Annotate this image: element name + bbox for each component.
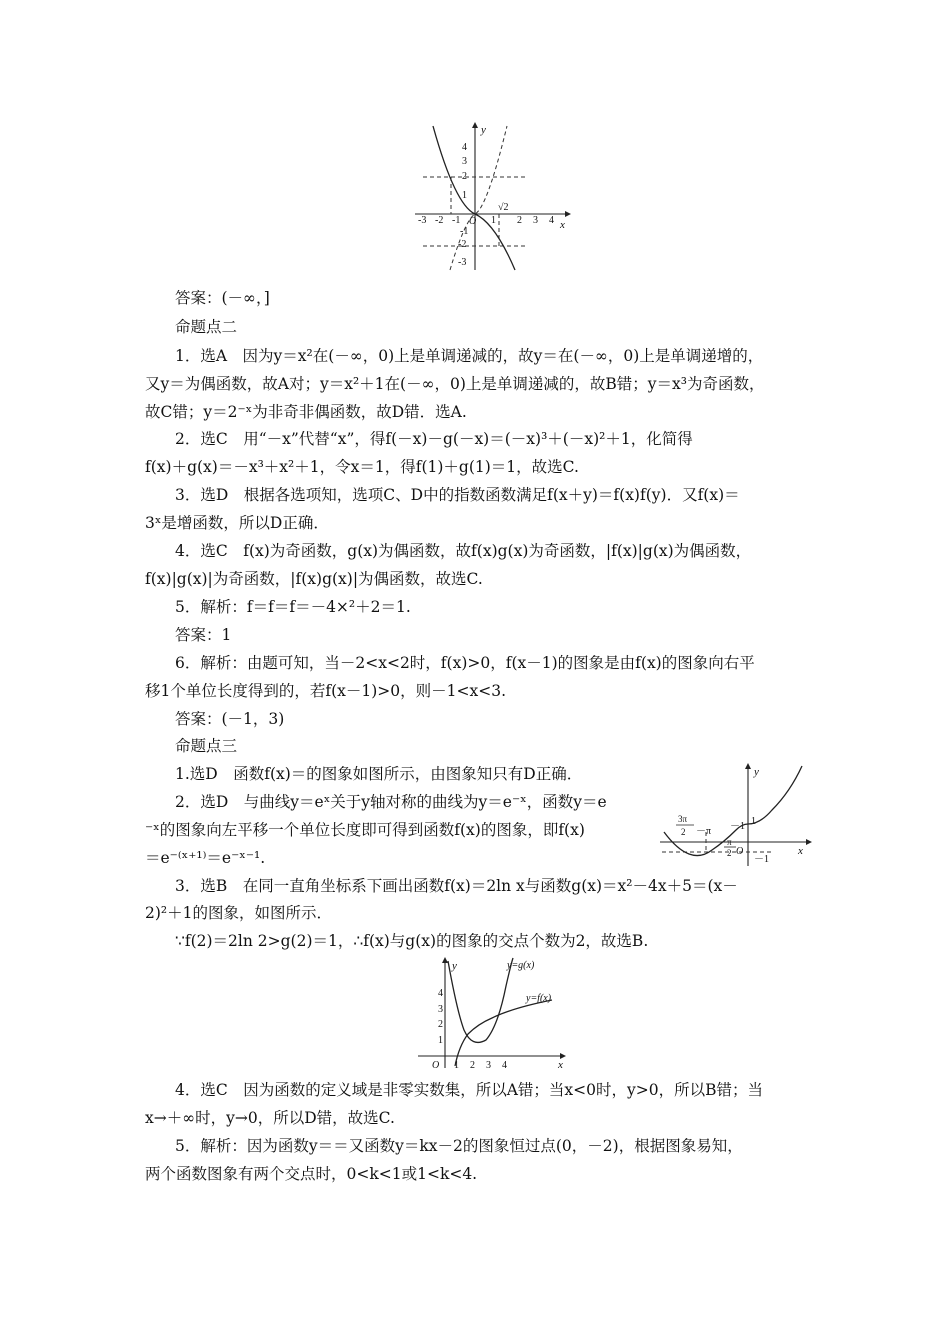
label-neg1: －1 [730, 821, 745, 832]
origin-label: O [469, 216, 477, 227]
y-tick: -1 [460, 226, 469, 237]
text-line: 故C错；y＝2⁻ˣ为非奇非偶函数，故D错．选A. [145, 403, 467, 421]
text-line: 5．解析：f＝f＝f＝－4×²＋2＝1. [175, 598, 411, 616]
label-denominator: 2 [727, 848, 732, 858]
label-neg-pi: －π [696, 826, 712, 837]
text-line: 3．选B 在同一直角坐标系下画出函数f(x)＝2ln x与函数g(x)＝x²－4x＋5＝(x－ [175, 877, 738, 895]
label-pi: π [727, 837, 732, 847]
origin-label: O [432, 1060, 440, 1071]
x-tick: 3 [486, 1060, 491, 1071]
sqrt2-label: √2 [498, 202, 509, 213]
label-denominator: 2 [681, 827, 686, 837]
x-tick: -3 [418, 215, 427, 226]
text-line: 4．选C 因为函数的定义域是非零实数集，所以A错；当x<0时，y>0，所以B错；当 [175, 1081, 764, 1099]
x-tick: 3 [533, 215, 538, 226]
x-tick: 2 [470, 1060, 475, 1071]
y-tick: 3 [438, 1004, 443, 1015]
x-tick: 1 [491, 215, 496, 226]
y-tick: 2 [438, 1019, 443, 1030]
text-line: 6．解析：由题可知，当－2<x<2时，f(x)>0，f(x－1)的图象是由f(x)的图象向右平 [175, 654, 755, 672]
text-line: x→＋∞时，y→0，所以D错，故选C. [145, 1109, 395, 1127]
text-line: 3．选D 根据各选项知，选项C、D中的指数函数满足f(x＋y)＝f(x)f(y)．又f(x)＝ [175, 486, 740, 504]
x-tick: -1 [452, 215, 461, 226]
text-line: ＝e⁻⁽ˣ⁺¹⁾＝e⁻ˣ⁻¹. [145, 849, 266, 867]
text-line: 1.选D 函数f(x)＝的图象如图所示，由图象知只有D正确． [175, 765, 583, 783]
x-tick: 2 [517, 215, 522, 226]
axis-x-label: x [558, 1059, 563, 1071]
y-tick: -3 [458, 257, 467, 268]
x-tick: 4 [502, 1060, 507, 1071]
x-tick: 1 [454, 1060, 459, 1071]
label-3pi: 3π [678, 814, 688, 824]
text-line: 5．解析：因为函数y＝＝又函数y＝kx－2的图象恒过点(0，－2)，根据图象易知， [175, 1137, 743, 1155]
text-line: 2．选D 与曲线y＝eˣ关于y轴对称的曲线为y＝e⁻ˣ，函数y＝e [175, 793, 607, 811]
axis-x-label: x [560, 219, 565, 231]
axis-x-label: x [798, 845, 803, 857]
axis-y-label: y [754, 766, 759, 778]
text-line: ⁻ˣ的图象向左平移一个单位长度即可得到函数f(x)的图象，即f(x) [145, 821, 585, 839]
axis-y-label: y [481, 124, 486, 136]
text-line: 移1个单位长度得到的，若f(x－1)>0，则－1<x<3. [145, 682, 507, 700]
y-tick: 4 [462, 142, 467, 153]
axis-y-label: y [452, 960, 457, 972]
y-tick: -2 [458, 239, 467, 250]
figure-3-graph [412, 956, 572, 1071]
g-curve-label: y=g(x) [507, 960, 535, 971]
text-line: ∵f(2)＝2ln 2>g(2)＝1，∴f(x)与g(x)的图象的交点个数为2，故选B. [175, 932, 649, 950]
y-tick: 1 [438, 1035, 443, 1046]
text-line: 2．选C 用“－x”代替“x”，得f(－x)－g(－x)＝(－x)³＋(－x)²＋1，化简得 [175, 430, 693, 448]
text-line: 答案：(－∞，] [175, 289, 270, 307]
section-heading: 命题点三 [175, 737, 238, 755]
y-tick: 1 [462, 190, 467, 201]
x-tick: -2 [435, 215, 444, 226]
text-line: 答案：1 [175, 626, 232, 644]
section-heading: 命题点二 [175, 318, 238, 336]
text-line: 又y＝为偶函数，故A对；y＝x²＋1在(－∞，0)上是单调递减的，故B错；y＝x³为奇函数， [145, 375, 765, 393]
text-line: f(x)＋g(x)＝－x³＋x²＋1，令x＝1，得f(1)＋g(1)＝1，故选C. [145, 458, 579, 476]
text-line: 1．选A 因为y＝x²在(－∞，0)上是单调递减的，故y＝在(－∞，0)上是单调递增的， [175, 347, 764, 365]
y-tick: 4 [438, 988, 443, 999]
text-line: 4．选C f(x)为奇函数，g(x)为偶函数，故f(x)g(x)为奇函数，|f(x)|g(x)为偶函数， [175, 542, 752, 560]
label-1: 1 [751, 816, 756, 827]
y-tick: 2 [462, 171, 467, 182]
figure-2-graph [660, 762, 815, 872]
origin-label: O [736, 846, 744, 857]
f-curve-label: y=f(x) [526, 993, 552, 1004]
text-line: 答案：(－1，3) [175, 710, 285, 728]
x-tick: 4 [549, 215, 554, 226]
text-line: 两个函数图象有两个交点时，0<k<1或1<k<4. [145, 1165, 478, 1183]
figure-1-graph [415, 120, 575, 280]
text-line: 3ˣ是增函数，所以D正确． [145, 514, 329, 532]
y-tick: 3 [462, 156, 467, 167]
text-line: 2)²＋1的图象，如图所示． [145, 904, 332, 922]
text-line: f(x)|g(x)|为奇函数，|f(x)g(x)|为偶函数，故选C. [145, 570, 483, 588]
label-neg1-axis: －1 [754, 854, 769, 865]
